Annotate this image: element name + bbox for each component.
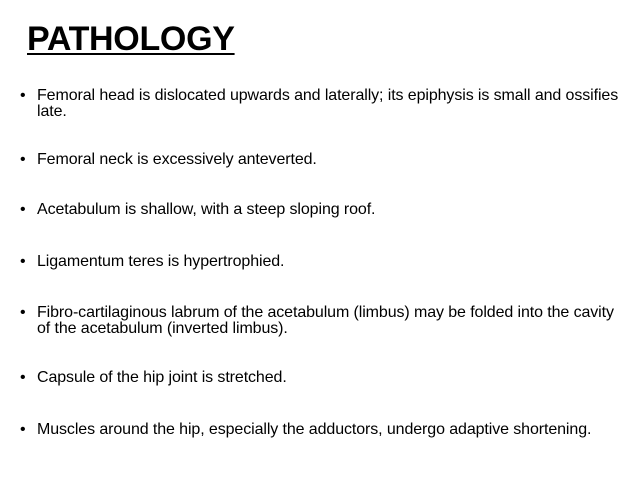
bullet-icon: • (20, 369, 26, 386)
bullet-text: Ligamentum teres is hypertrophied. (37, 253, 285, 270)
bullet-text: Fibro-cartilaginous labrum of the acetabulum (limbus) may be folded into the cavity of the acetabulum (inverted limbus). (37, 304, 614, 337)
bullet-icon: • (20, 304, 26, 321)
bullet-text: Acetabulum is shallow, with a steep sloping roof. (37, 201, 376, 218)
bullet-text: Femoral neck is excessively anteverted. (37, 151, 317, 168)
slide-title: PATHOLOGY (27, 20, 235, 58)
bullet-text: Femoral head is dislocated upwards and laterally; its epiphysis is small and ossifies late. (37, 87, 619, 120)
bullet-icon: • (20, 421, 26, 438)
bullet-icon: • (20, 87, 26, 104)
bullet-icon: • (20, 151, 26, 168)
bullet-icon: • (20, 201, 26, 218)
bullet-text: Muscles around the hip, especially the adductors, undergo adaptive shortening. (37, 421, 592, 438)
bullet-text: Capsule of the hip joint is stretched. (37, 369, 287, 386)
bullet-icon: • (20, 253, 26, 270)
